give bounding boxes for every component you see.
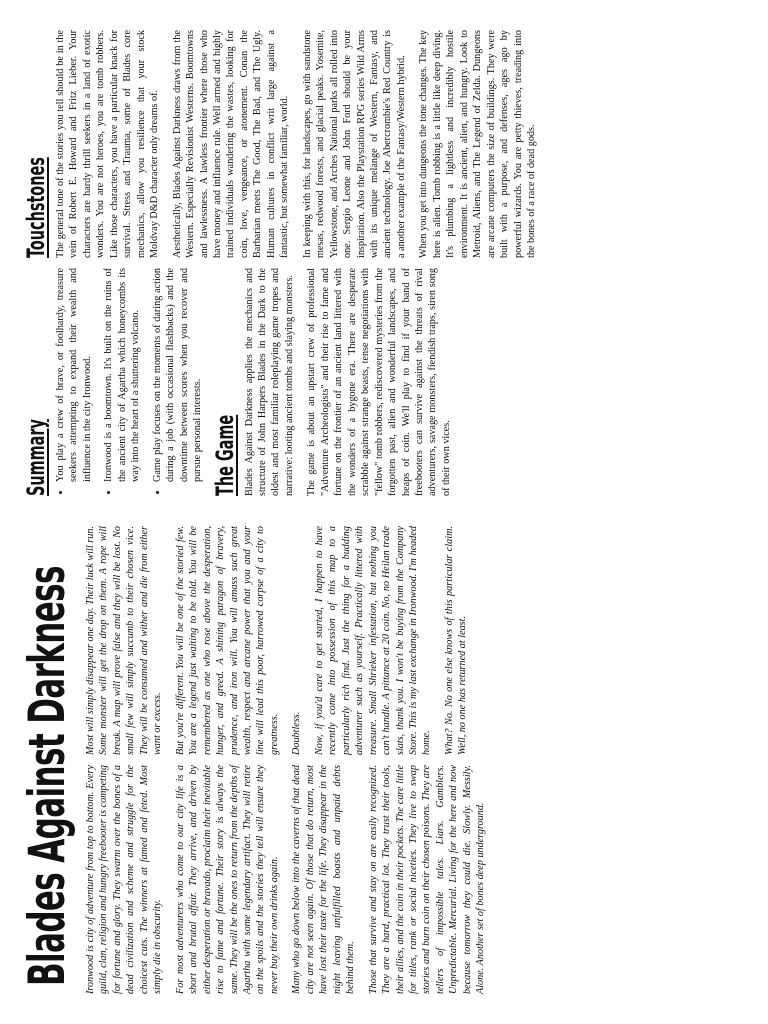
narrative-paragraph: For most adventurers who come to our city life is a short and brutal affair. They arrive, and driven by either desperation or bravado, proclaim their inevitable rise to fame and fortune. Their story is always the same. They will be the ones to return from the depths of Agartha with some legendary artifact. They will retire on the spoils and the stories they tell will ensure they never buy their own drinks again. — [174, 765, 280, 994]
narrative-paragraph: What? No. No one else knows of this particular claim. Well, no one has returned at least. — [443, 526, 469, 755]
game-paragraph: The game is about an upstart crew of professional "Adventure Archeologists" and their rise to fame and fortune on the frontier of an ancient land littered with the wonders of a bygone era. There are desperate scrabble against strange beasts, tense negotiations with "fellow" tomb robbers, rediscovered mysteries from the forgotten past, alien and wonderful landscapes, and heaps of coin. We'll play to find if your band of freebooters can survive against the threats of rival adventurers, savage monsters, fiendish traps, siren song of their own vices. — [306, 268, 452, 496]
the-game-heading: The Game — [210, 414, 239, 496]
narrative-paragraph: Many who go down below into the caverns of that dead city are not seen again. Of those that do return, most have lost their taste for the life. They disappear in the night leaving unfulfilled boasts and unpaid debts behind them. — [291, 765, 357, 994]
narrative-paragraph: Doubtless. — [291, 711, 303, 755]
touchstones-paragraph: The general tone of the stories you tell should be in the vein of Robert E. Howard and Fritz Lieber. Your characters are hardy thrill seekers in a land of exotic wonders. You are not heroes, you are tomb robbers. Like those characters, you have a particular knack for survival. Stress and Trauma, some of Blades core mechanics, allow you resilience that your stock Moldvay D&D character only dreams of. — [55, 30, 161, 258]
summary-bullet: • Game play focuses on the moments of daring action during a job (with occasional flashbacks) and the downtime between scores when you recover and pursue personal interests. — [151, 268, 205, 482]
narrative-paragraph: But you're different. You will be one of the storied few. You are a legend just waiting to be told. You will be remembered as one who rose above the desperation, hunger, and greed. A shining paragon of bravery, prudence, and iron will. You will amass such great wealth, respect and arcane power that you and your line will lead this poor, harrowed corpse of a city to greatness. — [174, 526, 280, 755]
touchstones-paragraph: When you get into dungeons the tone changes. The key here is alien. Tomb robbing is a little like deep diving. It's plumbing a lightless and incredibly hostile environment. It is ancient, alien, and hungry. Look to Metroid, Aliens, and The Legend of Zelda. Dungeons are arcane computers the size of buildings. They were built with a purpose, and defenses, ages ago by powerful wizards. You are petty thieves, treading into the bones of a race of dead gods. — [418, 30, 537, 258]
left-half — [0, 512, 768, 1024]
intro-narrative — [84, 526, 497, 994]
narrative-paragraph: Now, if you'd care to get started, I happen to have recently come into possession of this map to a particularly rich find. Just the thing for a budding adventurer such as yourself. Practically littered with treasure. Small Shrieker infestation, but nothing you can't handle. A pittance at 20 coin. No, no Heilan trade slats, thank you. I won't be buying from the Company Store. This is my last exchange in Ironwood. I'm headed home. — [313, 526, 433, 755]
narrative-paragraph: Ironwood is city of adventure from top to bottom. Every guild, clan, religion and hungry freebooter is competing for fortune and glory. They swarm over the bones of a dead civilization and scheme and struggle for the choicest cuts. The winners at famed and feted. Most simply die in obscurity. — [85, 765, 164, 994]
document-title: Blades Against Darkness — [18, 566, 76, 986]
rules-column-2 — [18, 30, 547, 258]
summary-heading: Summary — [22, 419, 50, 496]
summary-bullet: • Ironwood is a boomtown. It's built on the ruins of the ancient city of Agartha which honeycombs its way into the heart of a shuttering volcano. — [102, 268, 142, 482]
narrative-column-1 — [84, 765, 497, 994]
narrative-paragraph: Those that survive and stay on are easily recognized. They are a hard, practical lot. They trust their tools, their allies, and the coin in their pockets. The care little for titles, rank or social niceties. They live to swap stories and burn coin on their chosen poisons. They are tellers of impossible tales. Liars. Gamblers. Unpredictable. Mercurial. Living for the here and now because tomorrow they could die. Slowly. Messily. Alone. Another set of bones deep underground. — [367, 765, 487, 994]
summary-bullet: • You play a crew of brave, or foolhardy, treasure seekers attempting to expand their wealth and influence in the city Ironwood. — [54, 268, 94, 482]
rules-column-1 — [18, 268, 547, 496]
narrative-paragraph: Most will simply disappear one day. Their luck will run. Some monster will get the drop on them. A rope will break. A map will prove false and they will be lost. No small few will simply succumb to their chosen vice. They will be consumed and wither and die from either want or excess. — [85, 526, 164, 755]
summary-list — [54, 268, 205, 496]
narrative-column-2 — [84, 526, 497, 755]
touchstones-paragraph: In keeping with this, for landscapes, go with sandstone mesas, redwood forests, and glacial peaks. Yosemite, Yellowstone, and Arches National parks all rolled into one. Sergio Leone and John Ford should be your inspiration. Also the Playstation RPG series Wild Arms with its unique melange of Western, Fantasy, and ancient technology. Joe Abercrombie's Red Country is a another example of the Fantasy/Western hybrid. — [301, 30, 407, 258]
touchstones-heading: Touchstones — [22, 157, 50, 258]
rules-columns — [18, 30, 547, 496]
game-paragraph: Blades Against Darkness applies the mechanics and structure of John Harpers Blades in the Dark to the oldest and most familiar roleplaying game tropes and narrative: looting ancient tombs and slaying monsters. — [243, 268, 295, 496]
touchstones-paragraph: Aesthetically, Blades Against Darkness draws from the Western. Especially Revisionist Westerns. Boomtowns and lawlessness. A lawless frontier where those who have money and influence rule. Well armed and highly trained individuals wandering the wastes, looking for coin, love, vengeance, or atonement. Conan the Barbarian meets The Good, The Bad, and The Ugly. Human cultures in conflict writ large against a fantastic, but somewhat familiar, world. — [171, 30, 291, 258]
